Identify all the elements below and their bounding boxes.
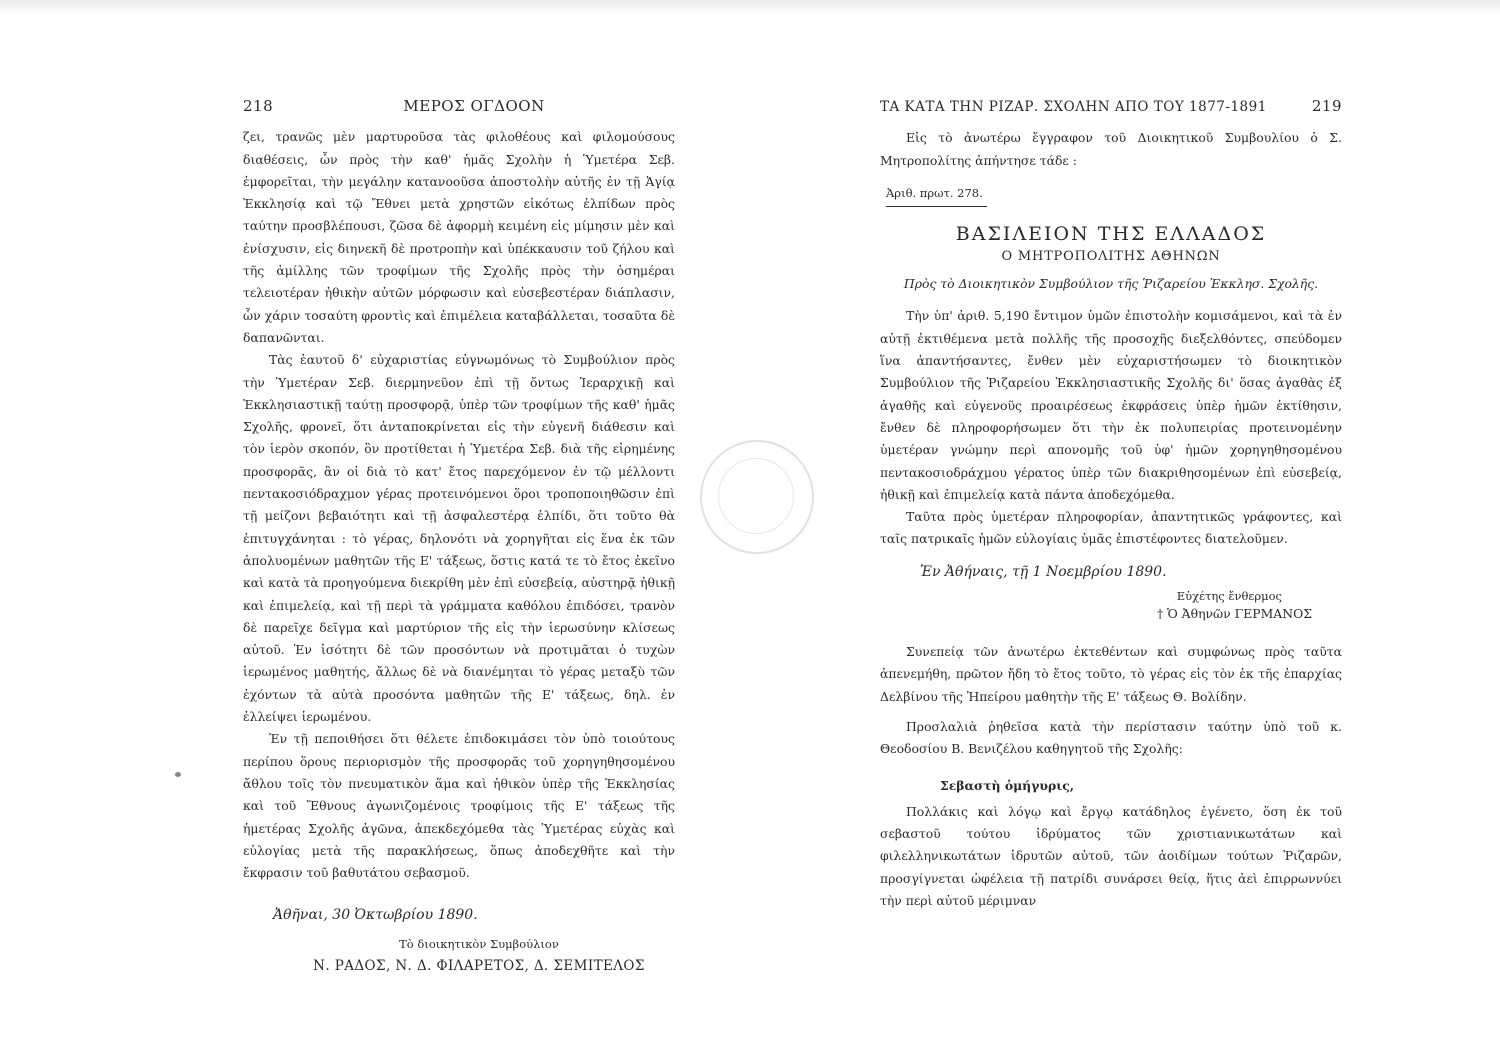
right-page-number: 219: [1311, 97, 1342, 115]
letter-date: Ἐν Ἀθήναις, τῇ 1 Νοεμβρίου 1890.: [920, 563, 1167, 580]
after-paragraph-1: Συνεπείᾳ τῶν ἀνωτέρω ἐκτεθέντων καὶ συμφώνως πρὸς ταῦτα ἀπενεμήθη, πρῶτον ἤδη τὸ ἔτος τοῦτο, τὸ γέρας εἰς τὸν ἐκ τῆς ἐπαρχίας Δελβίνου τῆς Ἠπείρου μαθητὴν τῆς Ε' τάξεως Θ. Βολίδην.: [880, 644, 1342, 704]
margin-mark: [175, 772, 181, 777]
left-page-header: [243, 95, 675, 117]
kingdom-heading: ΒΑΣΙΛΕΙΟΝ ΤΗΣ ΕΛΛΑΔΟΣ: [955, 223, 1267, 246]
letter-paragraph-2: Ταῦτα πρὸς ὑμετέραν πληροφορίαν, ἀπαντητικῶς γράφοντες, καὶ ταῖς πατρικαῖς ἡμῶν εὐλογίαις ὑμᾶς ἐπιστέφοντες διατελοῦμεν.: [880, 509, 1342, 547]
library-stamp-icon: [700, 440, 814, 554]
letter-signer: † Ὁ Ἀθηνῶν ΓΕΡΜΑΝΟΣ: [1156, 606, 1312, 622]
letter-paragraph-1: Τὴν ὑπ' ἀριθ. 5,190 ἔντιμον ὑμῶν ἐπιστολὴν κομισάμενοι, καὶ τὰ ἐν αὐτῇ ἐκτιθέμενα μετὰ πολλῆς τῆς προσοχῆς διεξελθόντες, σπεύδομεν ἵνα ἀπαντήσαντες, ἔνθεν μὲν εὐχαριστήσωμεν τὸ διοικητικὸν Συμβούλιον τῆς Ῥιζαρείου Ἐκκλησιαστικῆς Σχολῆς δι' ὅσας ἀγαθὰς ἐξ ἀγαθῆς καὶ εὐγενοῦς προαιρέσεως ἐκφράσεις ὑπὲρ ἡμῶν ἐκτίθησιν, ἔνθεν δὲ πληροφορήσωμεν ὅτι τὴν ἐκ πολυπειρίας προτεινομένην ὑμετέραν γνώμην περὶ απονομῆς τοῦ ὑφ' ἡμῶν χορηγηθησομένου πεντακοσιοδράχμου γέρατος ὑπὲρ τῶν διακριθησομένων ἐπὶ εὐσεβείᾳ, ἠθικῇ καὶ ἐπιμελείᾳ κατὰ πάντα ἀποδεχόμεθα.: [880, 308, 1342, 502]
left-signature-names: Ν. ΡΑΔΟΣ, Ν. Δ. ΦΙΛΑΡΕΤΟΣ, Δ. ΣΕΜΙΤΕΛΟΣ: [313, 957, 645, 974]
speech-body: [880, 801, 1342, 912]
left-page-body: [243, 126, 675, 884]
left-page: [243, 95, 675, 977]
left-paragraph-2: Τὰς ἑαυτοῦ δ' εὐχαριστίας εὐγνωμόνως τὸ Συμβούλιον πρὸς τὴν Ὑμετέραν Σεβ. διερμηνεῦον ἐπὶ τῇ ὄντως Ἱεραρχικῇ καὶ Ἐκκλησιαστικῇ ταύτῃ προσφορᾷ, ὑπὲρ τῶν τροφίμων τῆς καθ' ἡμᾶς Σχολῆς, φρονεῖ, ὅτι ἀνταποκρίνεται εἰς τὴν εὐγενῆ διάθεσιν καὶ τὸν ἱερὸν σκοπόν, ὃν προτίθεται ἡ Ὑμετέρα Σεβ. διὰ τῆς εἰρημένης προσφορᾶς, ἂν οἱ διὰ τὸ κατ' ἔτος παρεχόμενον ἐν τῷ μέλλοντι πεντακοσιόδραχμον γέρας προτεινόμενοι ὅροι τροποποιηθῶσιν ἐπὶ τῇ μείζονι βεβαιότητι καὶ τῇ ἀσφαλεστέρᾳ ἐλπίδι, ὅτι τοῦτο θὰ ἐπιτυγχάνηται : τὸ γέρας, δηλονότι νὰ χορηγῆται εἰς ἕνα ἐκ τῶν ἀπολυομένων μαθητῶν τῆς Ε' τάξεως, ὅστις κατά τε τὸ ἔτος ἐκεῖνο καὶ κατὰ τὰ προηγούμενα διεκρίθη μὲν ἐπὶ εὐσεβείᾳ, αὐστηρᾷ ἠθικῇ καὶ ἐπιμελείᾳ, καὶ τῇ περὶ τὰ γράμματα καθόλου ἐπιδόσει, τρανὸν δὲ παρεῖχε δεῖγμα καὶ μαρτύριον τῆς εἰς τὴν ἱερωσύνην κλίσεως αὐτοῦ. Ἐν ἰσότητι δὲ τῶν προσόντων νὰ προτιμᾶται ὁ τυχὼν ἱερωμένος μαθητής, ἄλλως δὲ νὰ διανέμηται τὸ γέρας μεταξὺ τῶν ἐχόντων τὰ αὐτὰ προσόντα μαθητῶν τῆς Ε' τάξεως, δηλ. ἐν ἐλλείψει ἱερωμένου.: [243, 352, 675, 725]
right-intro: Εἰς τὸ ἀνωτέρω ἔγγραφον τοῦ Διοικητικοῦ Συμβουλίου ὁ Σ. Μητροπολίτης ἀπήντησε τάδε :: [880, 130, 1342, 168]
right-page-header: [880, 95, 1342, 118]
right-page-body: [880, 127, 1342, 172]
left-running-head: ΜΕΡΟΣ ΟΓΔΟΟΝ: [403, 97, 545, 115]
after-letter-body: [880, 641, 1342, 760]
scan-top-edge: [0, 0, 1500, 14]
speech-paragraph: Πολλάκις καὶ λόγῳ καὶ ἔργῳ κατάδηλος ἐγένετο, ὅση ἐκ τοῦ σεβαστοῦ τούτου ἱδρύματος τῶν χριστιανικωτάτων καὶ φιλελληνικωτάτων ἱδρυτῶν αὐτοῦ, τῶν ἀοιδίμων τούτων Ῥιζαρῶν, προσγίγνεται ὠφέλεια τῇ πατρίδι συνάρσει θείᾳ, ἥτις ἀεὶ ἐπιρρωννύει τὴν περὶ αὐτοῦ μέριμναν: [880, 803, 1342, 909]
letter-addressee: Πρὸς τὸ Διοικητικὸν Συμβούλιον τῆς Ῥιζαρείου Ἐκκλησ. Σχολῆς.: [903, 276, 1319, 292]
protocol-number: Ἀριθ. πρωτ. 278.: [886, 182, 987, 207]
letter-sign-off: Εὐχέτης ἔνθερμος: [1176, 589, 1282, 604]
left-paragraph-3: Ἐν τῇ πεποιθήσει ὅτι θέλετε ἐπιδοκιμάσει τὸν ὑπὸ τοιούτους περίπου ὅρους περιορισμὸν τῆς προσφορᾶς τοῦ χορηγηθησομένου ἄθλου τοῖς τὸν πνευματικὸν ἅμα καὶ ἠθικὸν ὑπὲρ τῆς Ἐκκλησίας καὶ τοῦ Ἔθνους ἀγωνιζομένοις τροφίμοις τῆς Ε' τάξεως τῆς ἡμετέρας Σχολῆς ἀγῶνα, ἀπεκδεχόμεθα τὰς Ὑμετέρας εὐχὰς καὶ εὐλογίας μετὰ τῆς παρακλήσεως, ὅπως ἀποδεχθῆτε καὶ τὴν ἔκφρασιν τοῦ βαθυτάτου σεβασμοῦ.: [243, 731, 675, 881]
right-running-head: ΤΑ ΚΑΤΑ ΤΗΝ ΡΙΖΑΡ. ΣΧΟΛΗΝ ΑΠΟ ΤΟΥ 1877-1891: [880, 99, 1267, 115]
left-page-number: 218: [243, 97, 274, 115]
left-date-line: Ἀθῆναι, 30 Ὀκτωβρίου 1890.: [273, 907, 478, 924]
left-paragraph-1: ζει, τρανῶς μὲν μαρτυροῦσα τὰς φιλοθέους καὶ φιλομούσους διαθέσεις, ὧν πρὸς τὴν καθ' ἡμᾶς Σχολὴν ἡ Ὑμετέρα Σεβ. ἐμφορεῖται, τὴν μεγάλην κατανοοῦσα ἀποστολὴν αὐτῆς ἐν τῇ Ἁγίᾳ Ἐκκλησίᾳ καὶ τῷ Ἔθνει μετὰ χρηστῶν εἰκότως ἐλπίδων πρὸς ταύτην προσβλέπουσι, ζῶσα δὲ ἀφορμὴ κειμένη εἰς μίμησιν μὲν καὶ ἐνίσχυσιν, εἰς διηνεκῆ δὲ προτροπὴν καὶ ὑπέκκαυσιν τοῦ ζήλου καὶ τῆς ἁμίλλης τῶν τροφίμων τῆς Σχολῆς πρὸς τὴν ὁσημέραι τελειοτέραν ἠθικὴν αὐτῶν μόρφωσιν καὶ εὐσεβεστέραν διάπλασιν, ὧν χάριν τοσαύτη φροντὶς καὶ ἐπιμέλεια καταβάλλεται, τοσαῦτα δὲ δαπανῶνται.: [243, 129, 675, 345]
metropolitan-heading: Ο ΜΗΤΡΟΠΟΛΙΤΗΣ ΑΘΗΝΩΝ: [1001, 249, 1221, 265]
spacer: [880, 623, 1342, 641]
left-signature-title: Τὸ διοικητικὸν Συμβούλιον: [399, 936, 559, 951]
letter-body: [880, 305, 1342, 550]
speech-address: Σεβαστὴ ὁμήγυρις,: [940, 777, 1075, 793]
after-paragraph-2: Προσλαλιὰ ῥηθεῖσα κατὰ τὴν περίστασιν ταύτην ὑπὸ τοῦ κ. Θεοδοσίου Β. Βενιζέλου καθηγητοῦ τῆς Σχολῆς:: [880, 718, 1342, 757]
right-page: [880, 95, 1342, 912]
